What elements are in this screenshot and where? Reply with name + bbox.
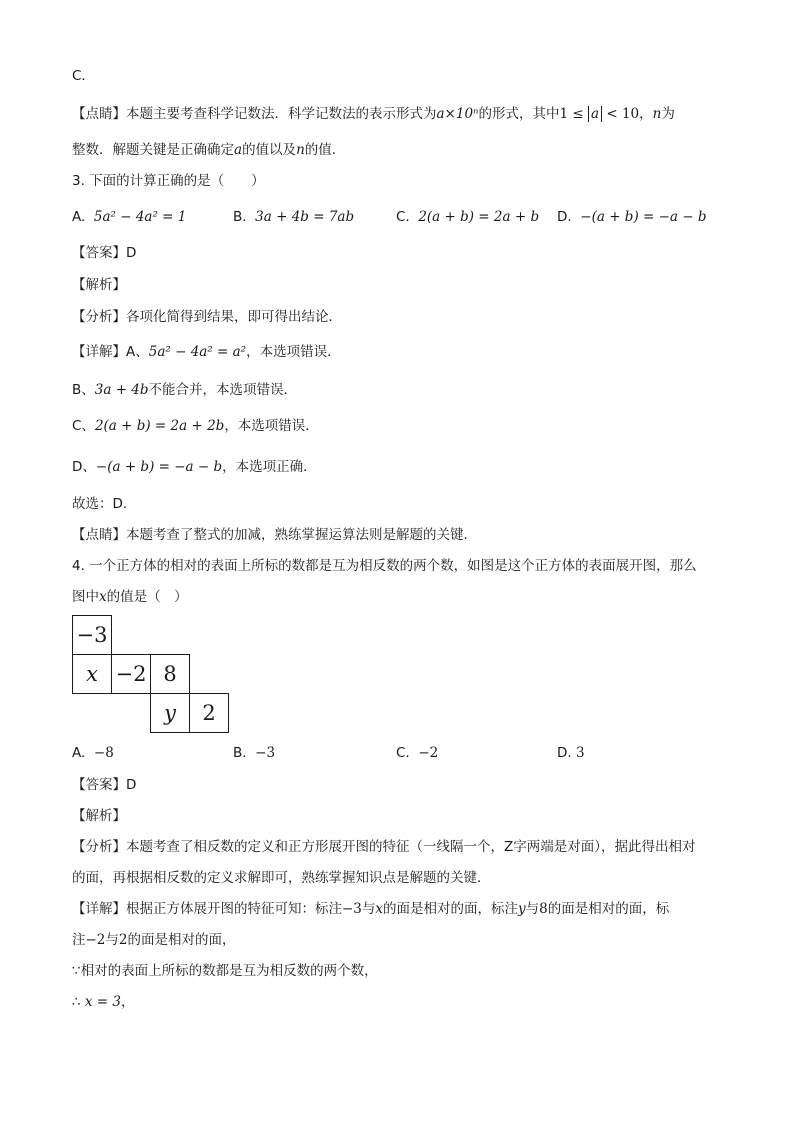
- q4-option-a: [72, 743, 114, 763]
- detail-expr: 3a + 4b: [94, 382, 149, 398]
- option-value: −8: [93, 745, 114, 761]
- q3-option-c: [396, 207, 539, 227]
- q4-stem-line1: 4. 一个正方体的相对的表面上所标的数都是互为相反数的两个数，如图是这个正方体的表面展开图，那么: [72, 558, 697, 574]
- q4-therefore: [72, 992, 135, 1012]
- detail-suffix: 不能合并，本选项错误．: [148, 382, 298, 398]
- q3-answer: 【答案】D: [72, 245, 137, 261]
- option-label: C.: [396, 745, 410, 761]
- option-label: B.: [233, 209, 247, 225]
- value-minus2: −2: [85, 932, 106, 948]
- q3-option-a: [72, 207, 186, 227]
- point-text: 的值．: [304, 142, 346, 158]
- detail-text: 根据正方体展开图的特征可知：标注: [126, 901, 342, 917]
- range-expr-end: < 10: [602, 106, 640, 122]
- q3-option-b: [233, 207, 354, 227]
- q3-detail-a: [72, 342, 341, 362]
- var-n: n: [296, 142, 305, 158]
- q3-point: 【点睛】本题考查了整式的加减，熟练掌握运算法则是解题的关键．: [72, 527, 477, 543]
- detail-prefix: B、: [72, 382, 95, 398]
- q4-analysis-line2: 的面，再根据相反数的定义求解即可，熟练掌握知识点是解题的关键．: [72, 870, 491, 886]
- point-text: 的值以及: [242, 142, 297, 158]
- detail-suffix: ，本选项正确．: [222, 459, 317, 475]
- therefore-symbol: ∴: [72, 994, 81, 1010]
- stem-text: 图中: [72, 589, 99, 605]
- q4-answer: 【答案】D: [72, 777, 137, 793]
- point-text: 整数．解题关键是正确确定: [72, 142, 234, 158]
- abs-a: a: [588, 106, 602, 122]
- option-label: C.: [396, 209, 410, 225]
- var-x: x: [99, 589, 107, 605]
- q3-detail-d: [72, 457, 317, 477]
- option-value: −2: [418, 745, 439, 761]
- point-text: 为: [661, 106, 675, 122]
- point-text: ，: [639, 106, 653, 122]
- option-expr: 3a + 4b = 7ab: [255, 209, 355, 225]
- option-label: A.: [72, 209, 86, 225]
- detail-prefix: D、: [72, 459, 96, 475]
- q2-point-line1: [72, 104, 675, 124]
- net-cell-x: x: [72, 654, 112, 694]
- detail-prefix: C、: [72, 418, 95, 434]
- detail-text: 的面是相对的面，标: [547, 901, 670, 917]
- detail-text: 与: [525, 901, 540, 917]
- detail-text: 的面是相对的面，标注: [383, 901, 519, 917]
- q3-detail-c: [72, 416, 319, 436]
- option-label: D.: [557, 745, 572, 761]
- formula-sci: a×10ⁿ: [436, 106, 479, 122]
- q4-analysis-line1: 【分析】本题考查了相反数的定义和正方形展开图的特征（一线隔一个，Z字两端是对面），据此得出相对: [72, 839, 696, 855]
- q2-point-line2: [72, 140, 345, 160]
- q4-detail-line2: [72, 930, 236, 950]
- value-8: 8: [539, 901, 548, 917]
- cube-net-diagram: [72, 615, 232, 735]
- point-text: 的形式，其中: [478, 106, 560, 122]
- value-2: 2: [118, 932, 128, 948]
- net-cell-2: 2: [189, 693, 229, 733]
- var-a: a: [234, 142, 243, 158]
- q4-jiexi: 【解析】: [72, 808, 126, 824]
- q3-conclusion: 故选：D．: [72, 496, 137, 512]
- q3-stem: 3. 下面的计算正确的是（ ）: [72, 173, 265, 189]
- detail-prefix: A、: [126, 344, 149, 360]
- var-n: n: [652, 106, 662, 122]
- detail-suffix: ，本选项错误．: [246, 344, 341, 360]
- therefore-tail: ，: [121, 994, 135, 1010]
- var-y: y: [518, 901, 526, 917]
- detail-text: 注: [72, 932, 86, 948]
- detail-label: 【详解】: [72, 344, 126, 360]
- detail-label: 【详解】: [72, 901, 126, 917]
- point-label: 【点睛】: [72, 106, 126, 122]
- q4-stem-line2: [72, 587, 188, 607]
- net-cell-minus2: −2: [111, 654, 151, 694]
- q4-because: ∵相对的表面上所标的数都是互为相反数的两个数，: [72, 963, 378, 979]
- option-expr: 2(a + b) = 2a + b: [418, 209, 540, 225]
- q3-analysis: 【分析】各项化简得到结果，即可得出结论．: [72, 309, 342, 325]
- option-label: A.: [72, 745, 86, 761]
- q2-answer-line: C．: [72, 68, 95, 84]
- stem-text: 的值是（ ）: [106, 589, 188, 605]
- detail-expr: 2(a + b) = 2a + 2b: [94, 418, 225, 434]
- q3-option-d: [557, 207, 707, 227]
- detail-expr: 5a² − 4a² = a²: [148, 344, 247, 360]
- net-cell-8: 8: [150, 654, 190, 694]
- q4-option-b: [233, 743, 275, 763]
- option-label: D.: [557, 209, 572, 225]
- option-expr: 5a² − 4a² = 1: [93, 209, 187, 225]
- option-value: 3: [575, 745, 585, 761]
- option-label: B.: [233, 745, 247, 761]
- var-x: x: [375, 901, 384, 917]
- detail-text: 与: [105, 932, 119, 948]
- q3-jiexi: 【解析】: [72, 277, 126, 293]
- q4-detail-line1: [72, 899, 669, 919]
- value-minus3: −3: [342, 901, 362, 917]
- net-cell-y: y: [150, 693, 190, 733]
- detail-text: 与: [361, 901, 376, 917]
- net-cell-minus3: −3: [72, 615, 112, 655]
- therefore-expr: x = 3: [84, 994, 121, 1010]
- q4-option-c: [396, 743, 438, 763]
- option-value: −3: [255, 745, 276, 761]
- point-text: 本题主要考查科学记数法．科学记数法的表示形式为: [126, 106, 437, 122]
- q3-detail-b: [72, 380, 297, 400]
- option-expr: −(a + b) = −a − b: [580, 209, 707, 225]
- range-expr-start: 1 ≤: [559, 106, 588, 122]
- detail-text: 的面是相对的面，: [127, 932, 236, 948]
- q4-option-d: [557, 743, 585, 763]
- detail-suffix: ，本选项错误．: [224, 418, 319, 434]
- detail-expr: −(a + b) = −a − b: [95, 459, 223, 475]
